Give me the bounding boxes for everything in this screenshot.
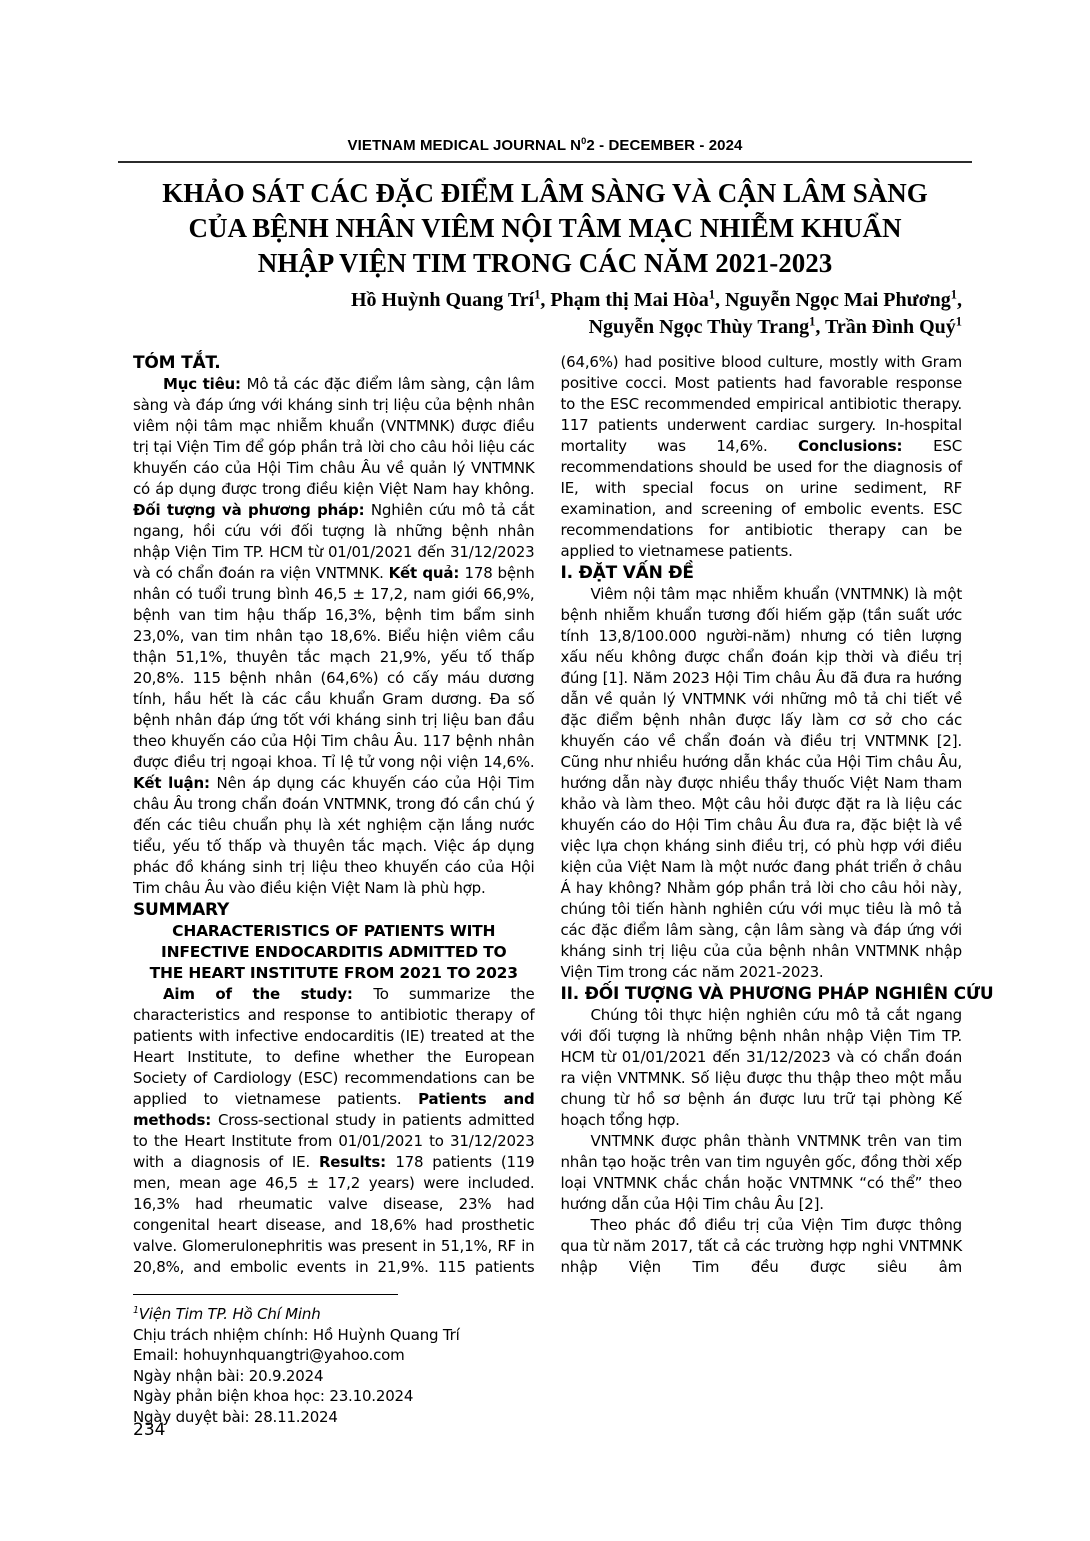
summary-heading: SUMMARY — [133, 900, 230, 920]
article-title — [60, 176, 1030, 281]
article-title-line: KHẢO SÁT CÁC ĐẶC ĐIỂM LÂM SÀNG VÀ CẬN LÂM SÀNG — [162, 178, 928, 208]
section1-heading: I. ĐẶT VẤN ĐỀ — [560, 563, 694, 583]
section2-heading: II. ĐỐI TƯỢNG VÀ PHƯƠNG PHÁP NGHIÊN CỨU — [560, 984, 994, 1004]
footnote-corresponding-author: Chịu trách nhiệm chính: Hồ Huỳnh Quang Trí — [133, 1325, 460, 1344]
abstract-vn-heading: TÓM TẮT. — [133, 353, 221, 373]
summary-body: Aim of the study: To summarize the characteristics and response to antibiotic therapy of patients with infective endocarditis (IE) treated at the Heart Institute, to define whether the European Society of Cardiology (ESC) recommendations can be applied to vietnamese patients. Patients and methods: Cross-sectional study in patients admitted to the Heart Institute from 01/01/2021 to 31/12/2023 with a diagnosis of IE. Results: 178 patients (119 men, mean age 46,5 ± 17,2 years) were included. 16,3% had rheumatic valve disease, 23% had congenital heart disease, and 18,6% had prosthetic valve. Glomerulonephritis was present in 51,1%, RF in 20,8%, and embolic events in 21,9%. 115 patients — [133, 985, 535, 1276]
footnote-affiliation: $^1$Viện Tim TP. Hồ Chí Minh — [133, 1305, 321, 1323]
right-column — [560, 352, 994, 1427]
footnote-date-reviewed: Ngày phản biện khoa học: 23.10.2024 — [133, 1387, 414, 1405]
author-line: Hồ Huỳnh Quang Trí$^1$, Phạm thị Mai Hòa$^1$, Nguyễn Ngọc Mai Phương$^1$, — [350, 287, 962, 311]
two-column-body — [133, 352, 994, 1427]
summary-title-line: CHARACTERISTICS OF PATIENTS WITH — [172, 922, 496, 940]
abstract-vn-body: Mục tiêu: Mô tả các đặc điểm lâm sàng, cận lâm sàng và đáp ứng với kháng sinh trị liệu của bệnh nhân viêm nội tâm mạc nhiễm khuẩn (VNTMNK) được điều trị tại Viện Tim để góp phần trả lời cho câu hỏi liệu các khuyến cáo của Hội Tim châu Âu về quản lý VNTMNK có áp dụng được trong điều kiện Việt Nam hay không. Đối tượng và phương pháp: Nghiên cứu mô tả cắt ngang, hồi cứu với đối tượng là những bệnh nhân nhập Viện Tim TP. HCM từ 01/01/2021 đến 31/12/2023 và có chẩn đoán ra viện VNTMNK. Kết quả: 178 bệnh nhân có tuổi trung bình 46,5 ± 17,2, nam giới 66,9%, bệnh van tim hậu thấp 16,3%, bệnh tim bẩm sinh 23,0%, van tim nhân tạo 18,6%. Biểu hiện viêm cầu thận 51,1%, thuyên tắc mạch 21,9%, yếu tố thấp 20,8%. 115 bệnh nhân (64,6%) có cấy máu dương tính, hầu hết là các cầu khuẩn Gram dương. Đa số bệnh nhân đáp ứng tốt với kháng sinh trị liệu ban đầu theo khuyến cáo của Hội Tim châu Âu. 117 bệnh nhân được điều trị ngoại khoa. Tỉ lệ tử vong nội viện 14,6%. Kết luận: Nên áp dụng các khuyến cáo của Hội Tim châu Âu trong chẩn đoán VNTMNK, trong đó cần chú ý đến các tiêu chuẩn phụ là xét nghiệm cặn lắng nước tiểu, yếu tố thấp và thuyên tắc mạch. Việc áp dụng phác đồ kháng sinh trị liệu theo khuyến cáo của Hội Tim châu Âu vào điều kiện Việt Nam là phù hợp. — [133, 375, 535, 897]
footnote-date-accepted: Ngày duyệt bài: 28.11.2024 — [133, 1407, 338, 1426]
author-line: Nguyễn Ngọc Thùy Trang$^1$, Trần Đình Quý$^1$ — [588, 314, 962, 338]
section2-paragraph: Chúng tôi thực hiện nghiên cứu mô tả cắt ngang với đối tượng là những bệnh nhân nhập Viện Tim TP. HCM từ 01/01/2021 đến 31/12/2023 và có chẩn đoán ra viện VNTMNK. Số liệu được thu thập theo một mẫu chung từ hồ sơ bệnh án được lưu trữ tại phòng Kế hoạch tổng hợp. — [560, 1006, 962, 1129]
header-divider — [118, 161, 972, 163]
footnote-divider — [133, 1294, 398, 1295]
page-number: 234 — [133, 1420, 166, 1440]
footnote-email: Email: hohuynhquangtri@yahoo.com — [133, 1346, 405, 1364]
summary-title-line: THE HEART INSTITUTE FROM 2021 TO 2023 — [149, 964, 518, 982]
section2-paragraph: VNTMNK được phân thành VNTMNK trên van tim nhân tạo hoặc trên van tim nguyên gốc, đồng thời xếp loại VNTMNK chắc chắn hoặc VNTMNK “có thể” theo hướng dẫn của Hội Tim châu Âu [2]. — [560, 1132, 962, 1213]
section1-body: Viêm nội tâm mạc nhiễm khuẩn (VNTMNK) là một bệnh nhiễm khuẩn tương đối hiếm gặp (tần suất ước tính 13,8/100.000 người-năm) nhưng có tiên lượng xấu nếu không được chẩn đoán kịp thời và điều trị đúng [1]. Năm 2023 Hội Tim châu Âu đã đưa ra hướng dẫn về quản lý VNTMNK với những mô tả chi tiết về đặc điểm bệnh nhân được lấy làm cơ sở cho các khuyến cáo về chẩn đoán và điều trị VNTMNK [2]. Cũng như nhiều hướng dẫn khác của Hội Tim châu Âu, hướng dẫn này được nhiều thầy thuốc Việt Nam tham khảo và làm theo. Một câu hỏi được đặt ra là liệu các khuyến cáo do Hội Tim châu Âu đưa ra, đặc biệt là về việc lựa chọn kháng sinh điều trị, có phù hợp với điều kiện của Việt Nam là một nước đang phát triển ở châu Á hay không? Nhằm góp phần trả lời cho câu hỏi này, chúng tôi tiến hành nghiên cứu với mục tiêu là mô tả các đặc điểm lâm sàng, cận lâm sàng và đáp ứng với kháng sinh trị liệu của của bệnh nhân VNTMNK nhập Viện Tim trong các năm 2021-2023. — [560, 585, 962, 981]
summary-english-title — [133, 921, 535, 984]
article-title-line: NHẬP VIỆN TIM TRONG CÁC NĂM 2021-2023 — [257, 248, 833, 278]
journal-running-head: VIETNAM MEDICAL JOURNAL $N^02$ - DECEMBER - 2024 — [347, 136, 743, 154]
author-list — [133, 287, 962, 341]
article-title-line: CỦA BỆNH NHÂN VIÊM NỘI TÂM MẠC NHIỄM KHUẨN — [188, 213, 902, 243]
section2-paragraph: Theo phác đồ điều trị của Viện Tim được thông qua từ năm 2017, tất cả các trường hợp nghi VNTMNK nhập Viện Tim đều được siêu âm — [560, 1216, 962, 1276]
summary-continuation: (64,6%) had positive blood culture, mostly with Gram positive cocci. Most patients had favorable response to the ESC recommended empirical antibiotic therapy. 117 patients underwent cardiac surgery. In-hospital mortality was 14,6%. Conclusions: ESC recommendations should be used for the diagnosis of IE, with special focus on urine sediment, RF examination, and screening of embolic events. ESC recommendations for antibiotic therapy can be applied to vietnamese patients. — [560, 353, 962, 560]
footnote-date-received: Ngày nhận bài: 20.9.2024 — [133, 1366, 324, 1385]
footnote-block — [133, 1294, 535, 1427]
left-column — [133, 352, 535, 1427]
summary-title-line: INFECTIVE ENDOCARDITIS ADMITTED TO — [161, 943, 507, 961]
